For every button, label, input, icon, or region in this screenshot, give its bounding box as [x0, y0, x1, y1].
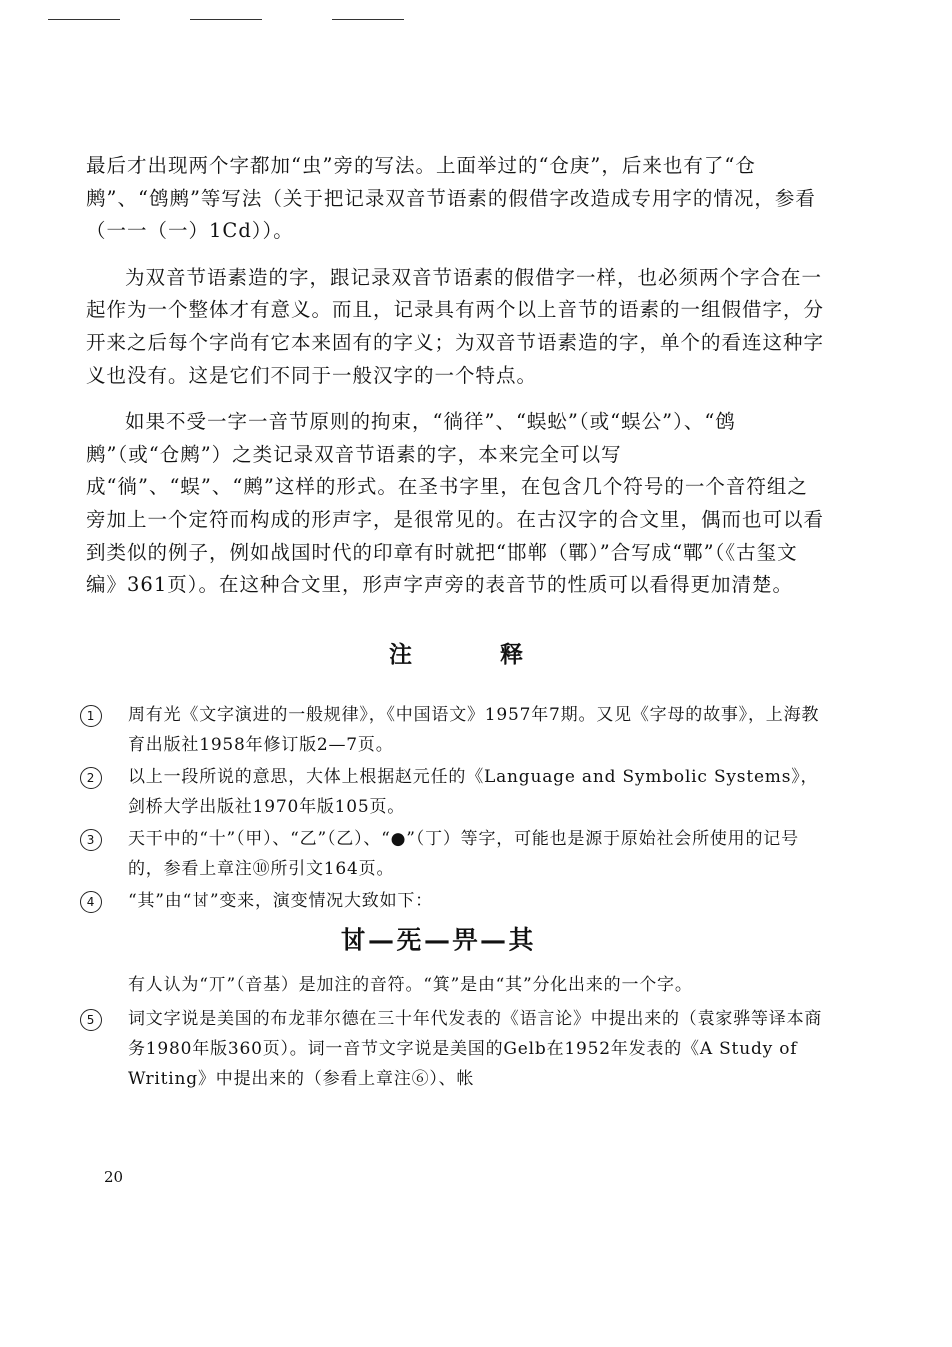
paragraph-3: 如果不受一字一音节原则的拘束，“徜徉”、“蜈蚣”（或“蜈公”）、“鸧鹒”（或“仓鹒”）之类记录双音节语素的字，本来完全可以写成“徜”、“蜈”、“鹒”这样的形式。在圣书字里，在包含几个符号的一个音符组之旁加上一个定符而构成的形声字，是很常见的。在古汉字的合文里，偶而也可以看到类似的例子，例如战国时代的印章有时就把“邯郸（鄲）”合写成“鄲”（《古玺文编》361页）。在这种合文里，形声字声旁的表音节的性质可以看得更加清楚。 [86, 410, 825, 597]
note-number: 3 [80, 829, 102, 851]
character-evolution: 𠀠—𠀡—畀—其 [339, 926, 536, 956]
note-item [78, 886, 828, 916]
page-number: 20 [104, 1168, 124, 1186]
paragraph-1: 最后才出现两个字都加“虫”旁的写法。上面举过的“仓庚”，后来也有了“仓鹒”、“鸧鹒”等写法（关于把记录双音节语素的假借字改造成专用字的情况，参看（一一（一）1Cd））。 [86, 154, 816, 243]
note-text: 周有光《文字演进的一般规律》，《中国语文》1957年7期。又见《字母的故事》，上海教育出版社1958年修订版2—7页。 [128, 705, 820, 755]
paragraph-2: 为双音节语素造的字，跟记录双音节语素的假借字一样，也必须两个字合在一起作为一个整体才有意义。而且，记录具有两个以上音节的语素的一组假借字，分开来之后每个字尚有它本来固有的字义；为双音节语素造的字，单个的看连这种字义也没有。这是它们不同于一般汉字的一个特点。 [86, 265, 825, 387]
note-text: 以上一段所说的意思，大体上根据赵元任的《Language and Symbolic Systems》，剑桥大学出版社1970年版105页。 [128, 767, 819, 817]
note-text: “其”由“𠀠”变来，演变情况大致如下： [128, 891, 433, 911]
header-rule-1 [48, 19, 120, 20]
note-item [78, 700, 828, 760]
note-item [78, 824, 828, 884]
note-item [78, 1004, 828, 1094]
notes-list [78, 700, 828, 1096]
header-rule-2 [190, 19, 262, 20]
note-text: 词文字说是美国的布龙菲尔德在三十年代发表的《语言论》中提出来的（袁家骅等译本商务1980年版360页）。词一音节文字说是美国的Gelb在1952年发表的《A Study of Writing》中提出来的（参看上章注⑥）、帐 [128, 1009, 823, 1089]
header-rule-3 [332, 19, 404, 20]
note-text: 天干中的“十”（甲）、“乙”（乙）、“●”（丁）等字，可能也是源于原始社会所使用的记号的，参看上章注⑩所引文164页。 [128, 829, 799, 879]
note-continuation: 有人认为“丌”（音基）是加注的音符。“箕”是由“其”分化出来的一个字。 [128, 975, 693, 995]
note-number: 5 [80, 1009, 102, 1031]
note-number: 4 [80, 891, 102, 913]
note-number: 2 [80, 767, 102, 789]
note-number: 1 [80, 705, 102, 727]
notes-title: 注 释 [388, 642, 563, 668]
note-item [78, 762, 828, 822]
main-text [86, 150, 826, 602]
